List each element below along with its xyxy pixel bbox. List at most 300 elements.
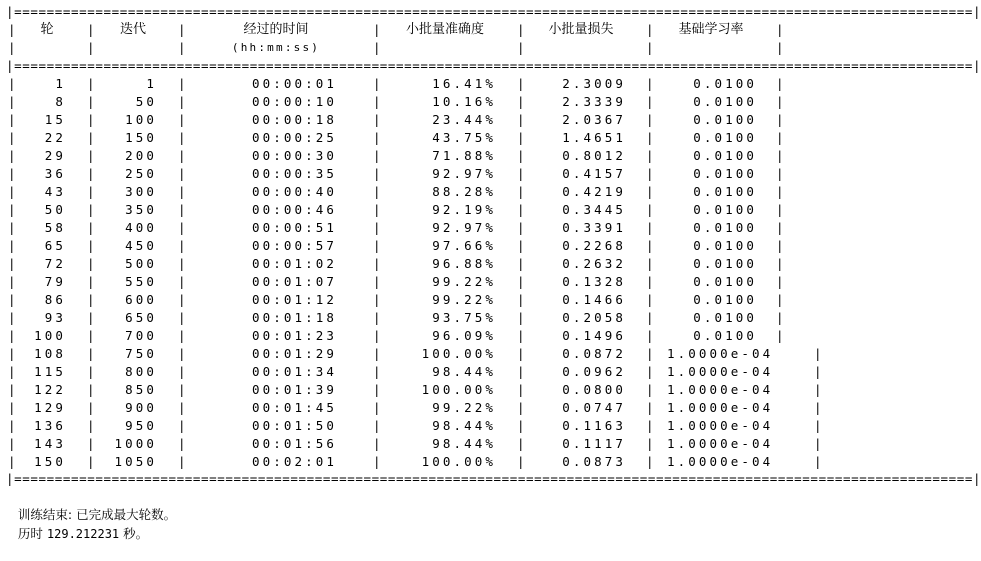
column-separator: | — [517, 238, 528, 253]
column-separator: | — [8, 238, 19, 253]
column-separator: | — [776, 130, 787, 145]
batch-accuracy-cell: 92.97% — [432, 166, 496, 181]
column-separator: | — [517, 22, 528, 37]
epoch-cell: 122 — [34, 382, 66, 397]
column-separator: | — [373, 346, 384, 361]
column-separator: | — [178, 256, 189, 271]
column-separator: | — [87, 310, 98, 325]
batch-loss-cell: 0.1466 — [562, 292, 626, 307]
elapsed-time-cell: 00:00:25 — [252, 130, 338, 145]
batch-loss-cell: 0.0873 — [562, 454, 626, 469]
iteration-cell: 600 — [125, 292, 157, 307]
epoch-cell: 72 — [44, 256, 66, 271]
batch-accuracy-cell: 10.16% — [432, 94, 496, 109]
epoch-cell: 79 — [44, 274, 66, 289]
column-separator: | — [8, 184, 19, 199]
epoch-cell: 50 — [44, 202, 66, 217]
column-separator: | — [178, 274, 189, 289]
iteration-cell: 950 — [125, 418, 157, 433]
column-separator: | — [814, 382, 825, 397]
column-separator: | — [646, 328, 657, 343]
column-separator: | — [87, 454, 98, 469]
batch-loss-cell: 2.0367 — [562, 112, 626, 127]
column-separator: | — [517, 274, 528, 289]
column-separator: | — [646, 436, 657, 451]
batch-accuracy-cell: 92.19% — [432, 202, 496, 217]
column-separator: | — [178, 202, 189, 217]
column-separator: | — [87, 436, 98, 451]
column-separator: | — [646, 22, 657, 37]
column-separator: | — [373, 112, 384, 127]
epoch-cell: 86 — [44, 292, 66, 307]
table-header-border: |======================================================================================================================| — [6, 58, 981, 73]
batch-loss-cell: 0.0747 — [562, 400, 626, 415]
column-separator: | — [646, 256, 657, 271]
iteration-cell: 900 — [125, 400, 157, 415]
column-separator: | — [517, 256, 528, 271]
elapsed-time-cell: 00:00:10 — [252, 94, 338, 109]
column-separator: | — [776, 148, 787, 163]
iteration-cell: 550 — [125, 274, 157, 289]
column-separator: | — [87, 76, 98, 91]
batch-accuracy-cell: 100.00% — [421, 346, 496, 361]
column-separator: | — [373, 220, 384, 235]
column-header-5: 小批量损失 — [548, 22, 614, 37]
column-separator: | — [517, 166, 528, 181]
column-separator: | — [178, 112, 189, 127]
epoch-cell: 8 — [55, 94, 66, 109]
column-separator: | — [517, 418, 528, 433]
iteration-cell: 300 — [125, 184, 157, 199]
column-separator: | — [646, 202, 657, 217]
column-separator: | — [373, 292, 384, 307]
learning-rate-cell: 0.0100 — [693, 292, 757, 307]
column-separator: | — [178, 292, 189, 307]
batch-loss-cell: 0.8012 — [562, 148, 626, 163]
table-top-border: |======================================================================================================================| — [6, 4, 981, 19]
column-separator: | — [178, 40, 189, 55]
column-separator: | — [373, 94, 384, 109]
column-separator: | — [776, 220, 787, 235]
column-separator: | — [87, 400, 98, 415]
column-separator: | — [87, 22, 98, 37]
column-separator: | — [517, 328, 528, 343]
table-bottom-border: |======================================================================================================================| — [6, 471, 981, 486]
column-separator: | — [87, 130, 98, 145]
column-separator: | — [178, 22, 189, 37]
batch-loss-cell: 0.0800 — [562, 382, 626, 397]
column-separator: | — [517, 184, 528, 199]
column-separator: | — [517, 202, 528, 217]
column-separator: | — [87, 40, 98, 55]
column-separator: | — [646, 310, 657, 325]
column-separator: | — [646, 166, 657, 181]
column-separator: | — [178, 130, 189, 145]
column-separator: | — [373, 22, 384, 37]
column-separator: | — [646, 400, 657, 415]
batch-loss-cell: 2.3009 — [562, 76, 626, 91]
batch-loss-cell: 0.3391 — [562, 220, 626, 235]
column-separator: | — [178, 310, 189, 325]
column-separator: | — [178, 454, 189, 469]
column-header-3: 经过的时间 — [243, 22, 309, 37]
column-separator: | — [373, 148, 384, 163]
column-separator: | — [646, 130, 657, 145]
learning-rate-cell: 1.0000e-04 — [667, 454, 774, 469]
column-separator: | — [814, 346, 825, 361]
column-separator: | — [8, 220, 19, 235]
elapsed-time-line — [2, 507, 148, 561]
column-separator: | — [646, 94, 657, 109]
column-separator: | — [814, 364, 825, 379]
column-separator: | — [517, 130, 528, 145]
batch-loss-cell: 0.0872 — [562, 346, 626, 361]
column-separator: | — [517, 454, 528, 469]
column-separator: | — [776, 202, 787, 217]
batch-accuracy-cell: 98.44% — [432, 418, 496, 433]
epoch-cell: 43 — [44, 184, 66, 199]
elapsed-time-cell: 00:02:01 — [252, 454, 338, 469]
column-separator: | — [8, 148, 19, 163]
column-separator: | — [373, 274, 384, 289]
learning-rate-cell: 1.0000e-04 — [667, 382, 774, 397]
column-separator: | — [373, 256, 384, 271]
learning-rate-cell: 0.0100 — [693, 130, 757, 145]
iteration-cell: 100 — [125, 112, 157, 127]
column-separator: | — [776, 94, 787, 109]
iteration-cell: 450 — [125, 238, 157, 253]
column-separator: | — [776, 310, 787, 325]
iteration-cell: 700 — [125, 328, 157, 343]
column-separator: | — [178, 364, 189, 379]
batch-loss-cell: 0.2268 — [562, 238, 626, 253]
column-separator: | — [517, 220, 528, 235]
elapsed-time-cell: 00:01:23 — [252, 328, 338, 343]
column-separator: | — [646, 238, 657, 253]
column-separator: | — [373, 328, 384, 343]
column-separator: | — [87, 364, 98, 379]
column-separator: | — [8, 202, 19, 217]
epoch-cell: 65 — [44, 238, 66, 253]
learning-rate-cell: 0.0100 — [693, 184, 757, 199]
elapsed-time-cell: 00:01:18 — [252, 310, 338, 325]
batch-loss-cell: 0.1328 — [562, 274, 626, 289]
column-separator: | — [8, 94, 19, 109]
epoch-cell: 115 — [34, 364, 66, 379]
column-separator: | — [8, 292, 19, 307]
elapsed-time-cell: 00:00:51 — [252, 220, 338, 235]
learning-rate-cell: 0.0100 — [693, 220, 757, 235]
column-separator: | — [646, 40, 657, 55]
epoch-cell: 58 — [44, 220, 66, 235]
column-separator: | — [87, 238, 98, 253]
column-separator: | — [178, 418, 189, 433]
column-separator: | — [776, 292, 787, 307]
column-separator: | — [373, 40, 384, 55]
elapsed-prefix: 历时 — [17, 526, 43, 541]
training-status-text: 训练结束: 已完成最大轮数。 — [17, 507, 177, 522]
column-separator: | — [776, 328, 787, 343]
iteration-cell: 750 — [125, 346, 157, 361]
column-separator: | — [517, 292, 528, 307]
column-separator: | — [8, 256, 19, 271]
epoch-cell: 100 — [34, 328, 66, 343]
column-separator: | — [373, 310, 384, 325]
elapsed-time-cell: 00:00:57 — [252, 238, 338, 253]
column-separator: | — [8, 76, 19, 91]
column-separator: | — [373, 184, 384, 199]
column-separator: | — [373, 400, 384, 415]
epoch-cell: 143 — [34, 436, 66, 451]
column-separator: | — [8, 166, 19, 181]
column-separator: | — [178, 220, 189, 235]
batch-accuracy-cell: 16.41% — [432, 76, 496, 91]
column-separator: | — [517, 94, 528, 109]
batch-loss-cell: 0.1163 — [562, 418, 626, 433]
learning-rate-cell: 0.0100 — [693, 328, 757, 343]
iteration-cell: 650 — [125, 310, 157, 325]
learning-rate-cell: 1.0000e-04 — [667, 364, 774, 379]
column-separator: | — [178, 148, 189, 163]
column-separator: | — [87, 184, 98, 199]
column-separator: | — [178, 400, 189, 415]
column-separator: | — [776, 256, 787, 271]
elapsed-time-cell: 00:00:01 — [252, 76, 338, 91]
column-separator: | — [646, 184, 657, 199]
iteration-cell: 1000 — [114, 436, 157, 451]
batch-accuracy-cell: 23.44% — [432, 112, 496, 127]
column-separator: | — [646, 220, 657, 235]
column-separator: | — [178, 238, 189, 253]
column-separator: | — [646, 382, 657, 397]
column-separator: | — [178, 346, 189, 361]
column-separator: | — [517, 346, 528, 361]
learning-rate-cell: 0.0100 — [693, 76, 757, 91]
column-separator: | — [178, 166, 189, 181]
epoch-cell: 108 — [34, 346, 66, 361]
column-separator: | — [87, 292, 98, 307]
column-separator: | — [373, 130, 384, 145]
learning-rate-cell: 0.0100 — [693, 256, 757, 271]
learning-rate-cell: 0.0100 — [693, 310, 757, 325]
batch-accuracy-cell: 100.00% — [421, 382, 496, 397]
column-separator: | — [373, 76, 384, 91]
epoch-cell: 15 — [44, 112, 66, 127]
batch-loss-cell: 2.3339 — [562, 94, 626, 109]
learning-rate-cell: 0.0100 — [693, 202, 757, 217]
elapsed-time-cell: 00:01:34 — [252, 364, 338, 379]
elapsed-time-cell: 00:01:02 — [252, 256, 338, 271]
column-separator: | — [87, 382, 98, 397]
batch-loss-cell: 0.2058 — [562, 310, 626, 325]
column-separator: | — [178, 436, 189, 451]
epoch-cell: 36 — [44, 166, 66, 181]
column-separator: | — [8, 364, 19, 379]
column-separator: | — [776, 184, 787, 199]
column-separator: | — [87, 94, 98, 109]
elapsed-time-cell: 00:01:29 — [252, 346, 338, 361]
column-separator: | — [8, 274, 19, 289]
batch-loss-cell: 0.0962 — [562, 364, 626, 379]
column-separator: | — [776, 238, 787, 253]
column-separator: | — [178, 184, 189, 199]
epoch-cell: 136 — [34, 418, 66, 433]
batch-loss-cell: 0.4219 — [562, 184, 626, 199]
epoch-cell: 29 — [44, 148, 66, 163]
batch-accuracy-cell: 71.88% — [432, 148, 496, 163]
epoch-cell: 22 — [44, 130, 66, 145]
iteration-cell: 350 — [125, 202, 157, 217]
epoch-cell: 129 — [34, 400, 66, 415]
epoch-cell: 150 — [34, 454, 66, 469]
batch-accuracy-cell: 96.88% — [432, 256, 496, 271]
batch-accuracy-cell: 99.22% — [432, 400, 496, 415]
column-separator: | — [814, 418, 825, 433]
column-separator: | — [8, 346, 19, 361]
column-separator: | — [373, 436, 384, 451]
column-separator: | — [8, 418, 19, 433]
elapsed-time-cell: 00:00:30 — [252, 148, 338, 163]
batch-accuracy-cell: 92.97% — [432, 220, 496, 235]
elapsed-time-cell: 00:01:56 — [252, 436, 338, 451]
column-separator: | — [776, 166, 787, 181]
iteration-cell: 1050 — [114, 454, 157, 469]
column-header-6: 基础学习率 — [678, 22, 744, 37]
column-separator: | — [776, 40, 787, 55]
elapsed-time-cell: 00:01:07 — [252, 274, 338, 289]
batch-accuracy-cell: 97.66% — [432, 238, 496, 253]
batch-loss-cell: 0.1117 — [562, 436, 626, 451]
iteration-cell: 850 — [125, 382, 157, 397]
column-separator: | — [373, 418, 384, 433]
batch-accuracy-cell: 99.22% — [432, 292, 496, 307]
elapsed-time-cell: 00:00:35 — [252, 166, 338, 181]
column-separator: | — [373, 364, 384, 379]
column-separator: | — [87, 148, 98, 163]
learning-rate-cell: 1.0000e-04 — [667, 346, 774, 361]
batch-loss-cell: 1.4651 — [562, 130, 626, 145]
column-separator: | — [814, 454, 825, 469]
column-separator: | — [373, 238, 384, 253]
column-separator: | — [646, 292, 657, 307]
elapsed-time-cell: 00:00:46 — [252, 202, 338, 217]
column-separator: | — [8, 130, 19, 145]
column-separator: | — [646, 418, 657, 433]
column-separator: | — [373, 202, 384, 217]
learning-rate-cell: 0.0100 — [693, 274, 757, 289]
learning-rate-cell: 0.0100 — [693, 148, 757, 163]
batch-accuracy-cell: 100.00% — [421, 454, 496, 469]
learning-rate-cell: 0.0100 — [693, 166, 757, 181]
column-separator: | — [373, 454, 384, 469]
learning-rate-cell: 1.0000e-04 — [667, 436, 774, 451]
column-separator: | — [8, 400, 19, 415]
batch-accuracy-cell: 43.75% — [432, 130, 496, 145]
column-separator: | — [87, 418, 98, 433]
batch-accuracy-cell: 88.28% — [432, 184, 496, 199]
elapsed-time-cell: 00:00:18 — [252, 112, 338, 127]
elapsed-time-cell: 00:01:39 — [252, 382, 338, 397]
learning-rate-cell: 1.0000e-04 — [667, 418, 774, 433]
column-header-subtitle: (hh:mm:ss) — [231, 41, 321, 54]
column-separator: | — [646, 274, 657, 289]
column-separator: | — [517, 148, 528, 163]
column-separator: | — [776, 22, 787, 37]
column-separator: | — [814, 400, 825, 415]
learning-rate-cell: 0.0100 — [693, 112, 757, 127]
column-separator: | — [178, 94, 189, 109]
elapsed-time-cell: 00:01:45 — [252, 400, 338, 415]
column-separator: | — [517, 112, 528, 127]
column-separator: | — [8, 40, 19, 55]
column-separator: | — [646, 454, 657, 469]
column-header-1: 轮 — [40, 22, 54, 37]
column-separator: | — [178, 382, 189, 397]
column-separator: | — [8, 22, 19, 37]
batch-loss-cell: 0.3445 — [562, 202, 626, 217]
column-separator: | — [87, 274, 98, 289]
batch-loss-cell: 0.4157 — [562, 166, 626, 181]
iteration-cell: 250 — [125, 166, 157, 181]
learning-rate-cell: 0.0100 — [693, 238, 757, 253]
batch-accuracy-cell: 98.44% — [432, 364, 496, 379]
column-separator: | — [8, 436, 19, 451]
column-separator: | — [178, 76, 189, 91]
column-separator: | — [517, 400, 528, 415]
column-separator: | — [373, 166, 384, 181]
elapsed-time-cell: 00:01:12 — [252, 292, 338, 307]
column-separator: | — [87, 220, 98, 235]
column-separator: | — [814, 436, 825, 451]
epoch-cell: 1 — [55, 76, 66, 91]
learning-rate-cell: 1.0000e-04 — [667, 400, 774, 415]
column-separator: | — [178, 328, 189, 343]
column-separator: | — [373, 382, 384, 397]
column-separator: | — [87, 112, 98, 127]
column-header-4: 小批量准确度 — [405, 22, 485, 37]
elapsed-time-cell: 00:00:40 — [252, 184, 338, 199]
iteration-cell: 200 — [125, 148, 157, 163]
elapsed-suffix: 秒。 — [123, 526, 149, 541]
iteration-cell: 1 — [146, 76, 157, 91]
iteration-cell: 50 — [135, 94, 157, 109]
iteration-cell: 150 — [125, 130, 157, 145]
batch-accuracy-cell: 96.09% — [432, 328, 496, 343]
column-separator: | — [8, 382, 19, 397]
column-separator: | — [517, 40, 528, 55]
column-header-2: 迭代 — [119, 22, 147, 37]
elapsed-time-cell: 00:01:50 — [252, 418, 338, 433]
iteration-cell: 800 — [125, 364, 157, 379]
batch-accuracy-cell: 99.22% — [432, 274, 496, 289]
column-separator: | — [87, 328, 98, 343]
column-separator: | — [776, 112, 787, 127]
column-separator: | — [8, 454, 19, 469]
column-separator: | — [517, 364, 528, 379]
column-separator: | — [646, 76, 657, 91]
batch-accuracy-cell: 98.44% — [432, 436, 496, 451]
column-separator: | — [517, 310, 528, 325]
iteration-cell: 500 — [125, 256, 157, 271]
column-separator: | — [776, 76, 787, 91]
batch-accuracy-cell: 93.75% — [432, 310, 496, 325]
column-separator: | — [646, 346, 657, 361]
column-separator: | — [8, 112, 19, 127]
column-separator: | — [87, 346, 98, 361]
epoch-cell: 93 — [44, 310, 66, 325]
column-separator: | — [87, 202, 98, 217]
elapsed-value: 129.212231 — [46, 527, 120, 541]
